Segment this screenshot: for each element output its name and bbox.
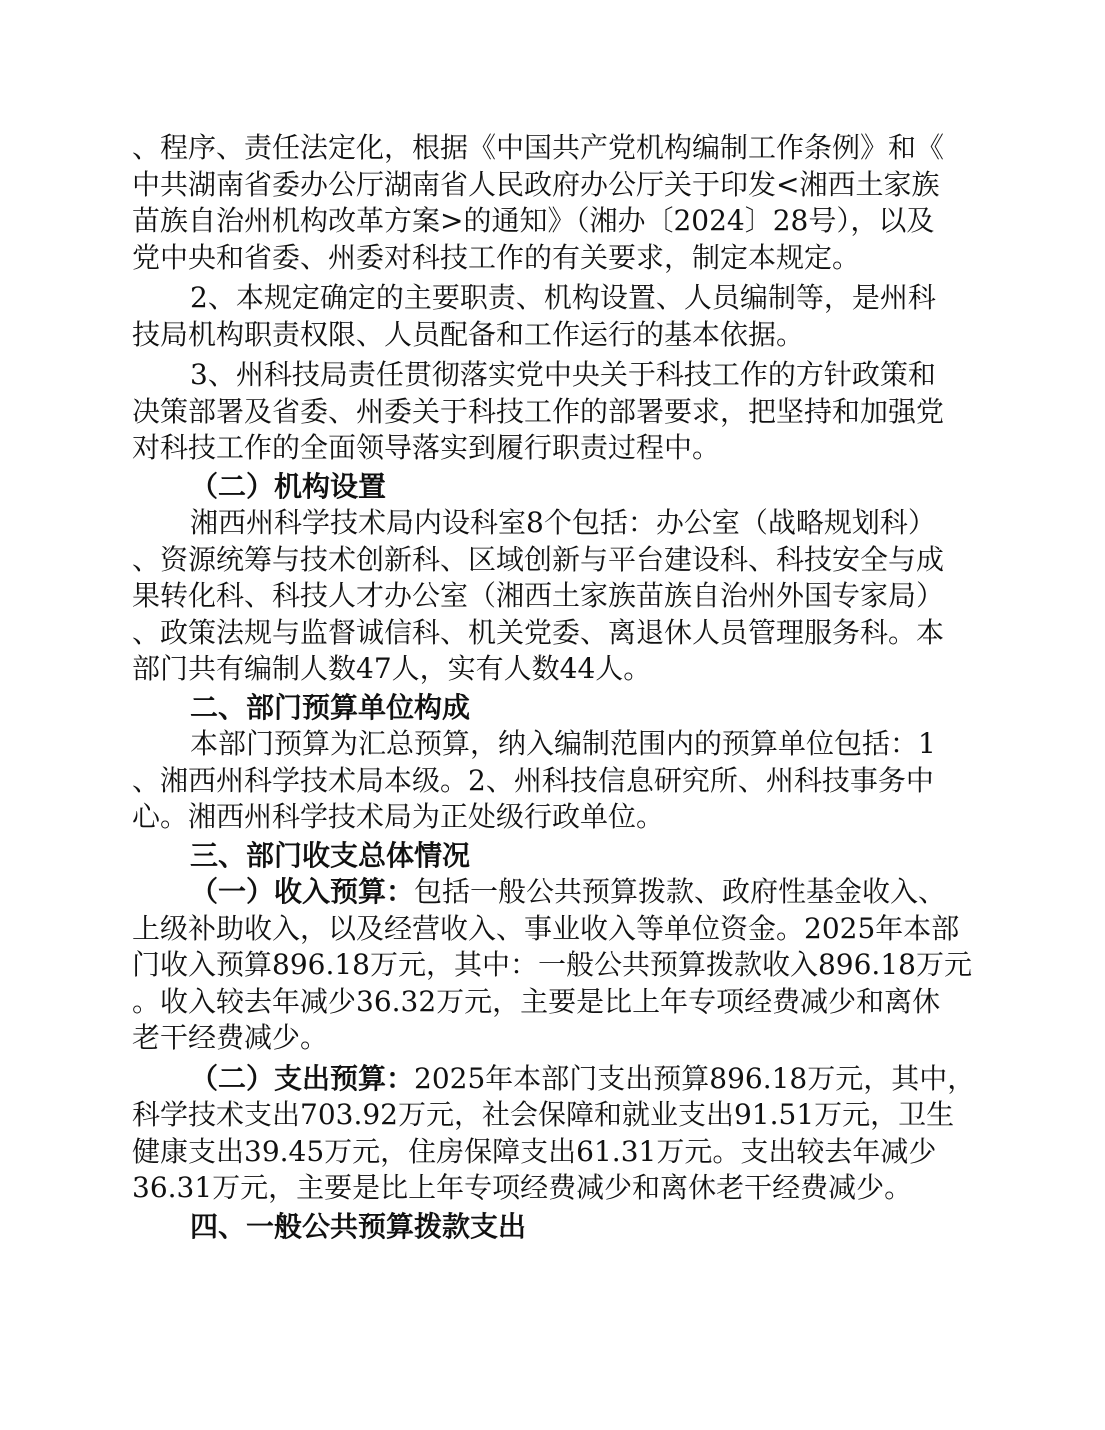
text-line: 部门共有编制人数47人，实有人数44人。: [132, 652, 652, 685]
text-line: 老干经费减少。: [132, 1021, 329, 1054]
paragraph-income-budget: [132, 874, 972, 1057]
text-line: 苗族自治州机构改革方案>的通知》（湘办〔2024〕28号），以及: [132, 204, 935, 237]
text-line: 对科技工作的全面领导落实到履行职责过程中。: [132, 431, 721, 464]
section-heading-overall: 三、部门收支总体情况: [190, 838, 471, 872]
paragraph-expenditure-budget: [132, 1061, 976, 1207]
text-line: 技局机构职责权限、人员配备和工作运行的基本依据。: [132, 317, 805, 351]
text-line: 本部门预算为汇总预算，纳入编制范围内的预算单位包括：1: [190, 727, 936, 760]
paragraph-responsibilities: [132, 280, 972, 353]
expenditure-budget-label: （二）支出预算：: [190, 1061, 415, 1095]
section-heading-general-budget: 四、一般公共预算拨款支出: [190, 1209, 527, 1243]
text-line: 36.31万元，主要是比上年专项经费减少和离休老干经费减少。: [132, 1171, 913, 1204]
text-line: 科学技术支出703.92万元，社会保障和就业支出91.51万元，卫生: [132, 1098, 955, 1131]
text-line: [132, 1061, 976, 1098]
document-body: [132, 130, 976, 1245]
paragraph-party-leadership: [132, 357, 972, 467]
income-budget-text: 包括一般公共预算拨款、政府性基金收入、: [414, 875, 947, 908]
text-line: 2、本规定确定的主要职责、机构设置、人员编制等，是州科: [190, 281, 936, 314]
text-line: 、政策法规与监督诚信科、机关党委、离退休人员管理服务科。本: [132, 615, 945, 649]
text-line: 上级补助收入，以及经营收入、事业收入等单位资金。2025年本部: [132, 911, 960, 945]
text-line: 果转化科、科技人才办公室（湘西土家族苗族自治州外国专家局）: [132, 579, 945, 612]
text-line: 中共湖南省委办公厅湖南省人民政府办公厅关于印发<湘西土家族: [132, 167, 940, 201]
expenditure-budget-text: 2025年本部门支出预算896.18万元，其中，: [414, 1061, 976, 1095]
section-heading-budget-units: 二、部门预算单位构成: [190, 690, 471, 724]
income-budget-label: （一）收入预算：: [190, 875, 415, 908]
text-line: [132, 874, 972, 911]
text-line: 决策部署及省委、州委关于科技工作的部署要求，把坚持和加强党: [132, 394, 945, 428]
text-line: 3、州科技局责任贯彻落实党中央关于科技工作的方针政策和: [190, 358, 936, 391]
text-line: 。收入较去年减少36.32万元，主要是比上年专项经费减少和离休: [132, 984, 941, 1018]
text-line: 、资源统筹与技术创新科、区域创新与平台建设科、科技安全与成: [132, 542, 945, 576]
text-line: 门收入预算896.18万元，其中：一般公共预算拨款收入896.18万元: [132, 948, 972, 981]
text-line: 湘西州科学技术局内设科室8个包括：办公室（战略规划科）: [190, 506, 936, 539]
text-line: 健康支出39.45万元，住房保障支出61.31万元。支出较去年减少: [132, 1134, 937, 1168]
paragraph-budget-units: [132, 726, 972, 836]
text-line: 党中央和省委、州委对科技工作的有关要求，制定本规定。: [132, 240, 861, 274]
section-heading-org-setup: （二）机构设置: [190, 469, 387, 503]
paragraph-departments: [132, 505, 972, 688]
text-line: 、湘西州科学技术局本级。2、州科技信息研究所、州科技事务中: [132, 763, 934, 797]
text-line: 心。湘西州科学技术局为正处级行政单位。: [132, 800, 665, 833]
paragraph-basis: [132, 130, 972, 276]
text-line: 、程序、责任法定化，根据《中国共产党机构编制工作条例》和《: [132, 131, 945, 164]
